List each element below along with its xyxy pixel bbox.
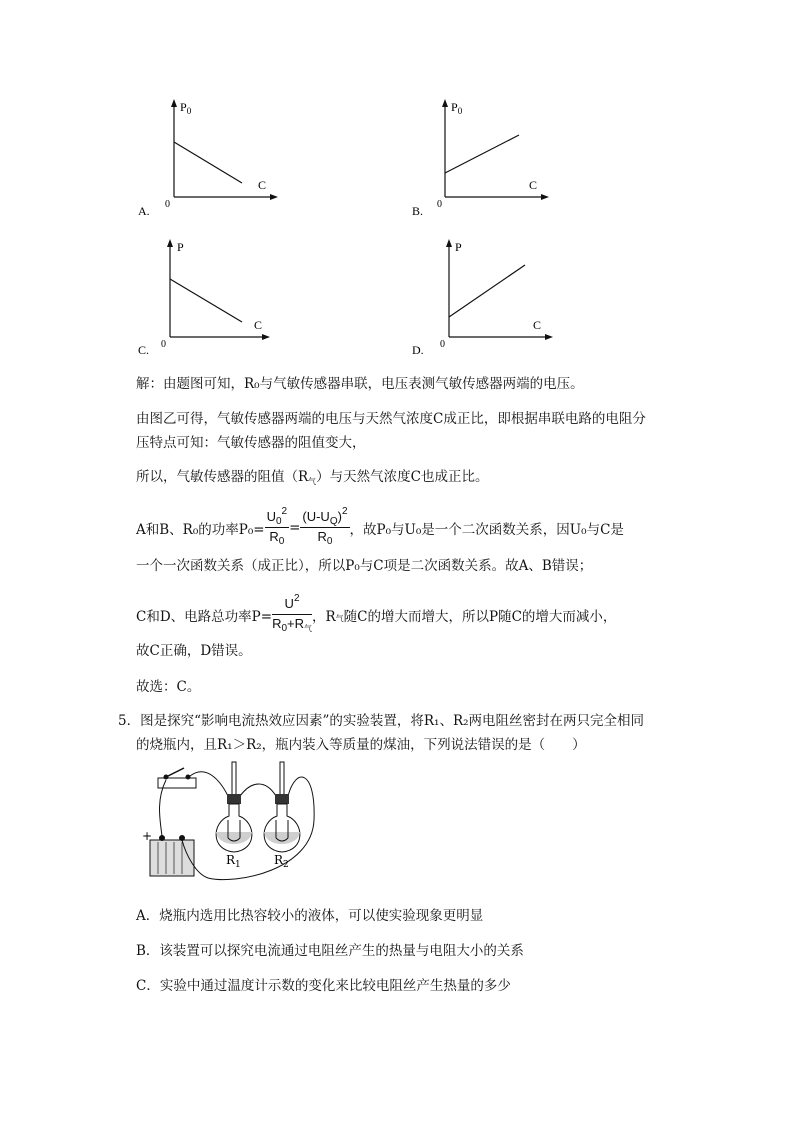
- plus-sign: +: [142, 829, 153, 843]
- formula2-pre: C和D、电路总功率P=: [136, 609, 273, 625]
- formula1-pre: A和B、R₀的功率P₀=: [136, 522, 265, 538]
- flask-1-stopper: [227, 794, 241, 804]
- x-label: C: [533, 318, 542, 332]
- solution-line-3: [136, 467, 489, 489]
- option-a[interactable]: A．烧瓶内选用比热容较小的液体，可以使实验现象更明显: [136, 908, 484, 924]
- fraction-u-squared-over-r0-plus-rq: [272, 592, 312, 635]
- frac1-numerator: $U_0^2$: [266, 505, 288, 527]
- graph-a-svg: [134, 95, 294, 220]
- question-5-stem-b: 的烧瓶内，且R₁＞R₂，瓶内装入等质量的煤油，下列说法错误的是（ ）: [136, 737, 586, 753]
- frac2-numerator: $(U-U_Q)^2$: [302, 505, 348, 527]
- option-label: D.: [412, 343, 424, 357]
- fraction-u0-squared-over-r0: [265, 505, 290, 548]
- solution-line-5b: 故C正确，D错误。: [136, 643, 252, 659]
- switch-terminal: [164, 775, 169, 780]
- flask-2-stopper: [275, 794, 289, 804]
- line3-sub: 气: [308, 477, 317, 486]
- frac3-numerator: $U^2$: [272, 596, 312, 615]
- battery: [150, 840, 194, 876]
- flask-2: [264, 804, 300, 852]
- graph-option-b: [409, 95, 569, 220]
- r2-label: $R_2$: [274, 853, 289, 870]
- y-label: P: [177, 240, 184, 254]
- formula-line-1: [136, 503, 624, 553]
- option-label: A.: [138, 204, 150, 218]
- y-axis-arrow: [442, 99, 448, 107]
- x-label: C: [254, 318, 263, 332]
- solution-line-1: 解：由题图可知，R₀与气敏传感器串联，电压表测气敏传感器两端的电压。: [136, 376, 584, 392]
- graph-option-d: [409, 235, 569, 360]
- formula1-post: ，故P₀与U₀是一个二次函数关系，因U₀与C是: [349, 522, 624, 538]
- switch-terminal: [186, 775, 191, 780]
- option-c[interactable]: C．实验中通过温度计示数的变化来比较电阻丝产生热量的多少: [136, 978, 511, 994]
- frac3-denominator: $R_0+R_气$: [272, 615, 312, 634]
- r1-label: $R_1$: [226, 853, 241, 870]
- solution-line-2a: 由图乙可得，气敏传感器两端的电压与天然气浓度C成正比，即根据串联电路的电阻分: [136, 411, 646, 427]
- question-5-stem-a: [118, 711, 644, 731]
- y-label: $P_0$: [451, 100, 463, 116]
- graph-line: [449, 265, 525, 317]
- y-label: $P_0$: [180, 100, 192, 116]
- x-label: C: [258, 178, 267, 192]
- graph-line: [174, 142, 242, 183]
- x-axis-arrow: [270, 194, 278, 200]
- x-label: C: [529, 178, 538, 192]
- graph-option-a: [134, 95, 294, 220]
- question-number: 5．: [118, 713, 141, 729]
- line3-pre: 所以，气敏传感器的阻值（R: [136, 469, 309, 485]
- line3-post: ）与天然气浓度C也成正比。: [316, 469, 489, 485]
- graph-d-svg: [409, 235, 569, 360]
- frac2-denominator: $R_0$: [317, 528, 333, 547]
- graph-line: [445, 135, 519, 173]
- solution-answer: 故选：C。: [136, 679, 201, 695]
- y-axis-arrow: [171, 99, 177, 107]
- origin-label: 0: [165, 199, 170, 210]
- graph-b-svg: [409, 95, 569, 220]
- option-label: C.: [138, 343, 150, 357]
- x-axis-arrow: [541, 194, 549, 200]
- graph-option-c: [134, 235, 294, 360]
- option-label: B.: [412, 204, 424, 218]
- formula2-post-b: 随C的增大而增大，所以P随C的增大而减小，: [343, 609, 617, 625]
- experiment-apparatus-figure: [136, 760, 326, 885]
- y-axis-arrow: [446, 239, 452, 247]
- graph-line: [170, 279, 242, 322]
- origin-label: 0: [161, 339, 166, 350]
- formula2-post-a: ，R: [312, 609, 336, 625]
- apparatus-svg: [136, 760, 326, 885]
- graph-c-svg: [134, 235, 294, 360]
- option-b[interactable]: B．该装置可以探究电流通过电阻丝产生的热量与电阻大小的关系: [136, 943, 524, 959]
- x-axis-arrow: [545, 334, 553, 340]
- y-label: P: [455, 240, 462, 254]
- y-axis-arrow: [167, 239, 173, 247]
- origin-label: 0: [440, 339, 445, 350]
- fraction-u-minus-uq-squared-over-r0: [300, 505, 349, 548]
- origin-label: 0: [437, 199, 442, 210]
- flask-1: [216, 804, 252, 852]
- solution-line-4b: 一个一次函数关系（成正比），所以P₀与C项是二次函数关系。故A、B错误；: [136, 558, 593, 574]
- stem-a-text: 图是探究“影响电流热效应因素”的实验装置，将R₁、R₂两电阻丝密封在两只完全相同: [140, 713, 645, 729]
- formula2-post-sub: 气: [335, 613, 344, 623]
- wire: [240, 784, 276, 796]
- x-axis-arrow: [262, 334, 270, 340]
- formula-line-2: [136, 590, 616, 640]
- equals-sign: =: [289, 520, 301, 536]
- frac1-denominator: $R_0$: [269, 528, 285, 547]
- solution-line-2b: 压特点可知：气敏传感器的阻值变大，: [136, 435, 366, 451]
